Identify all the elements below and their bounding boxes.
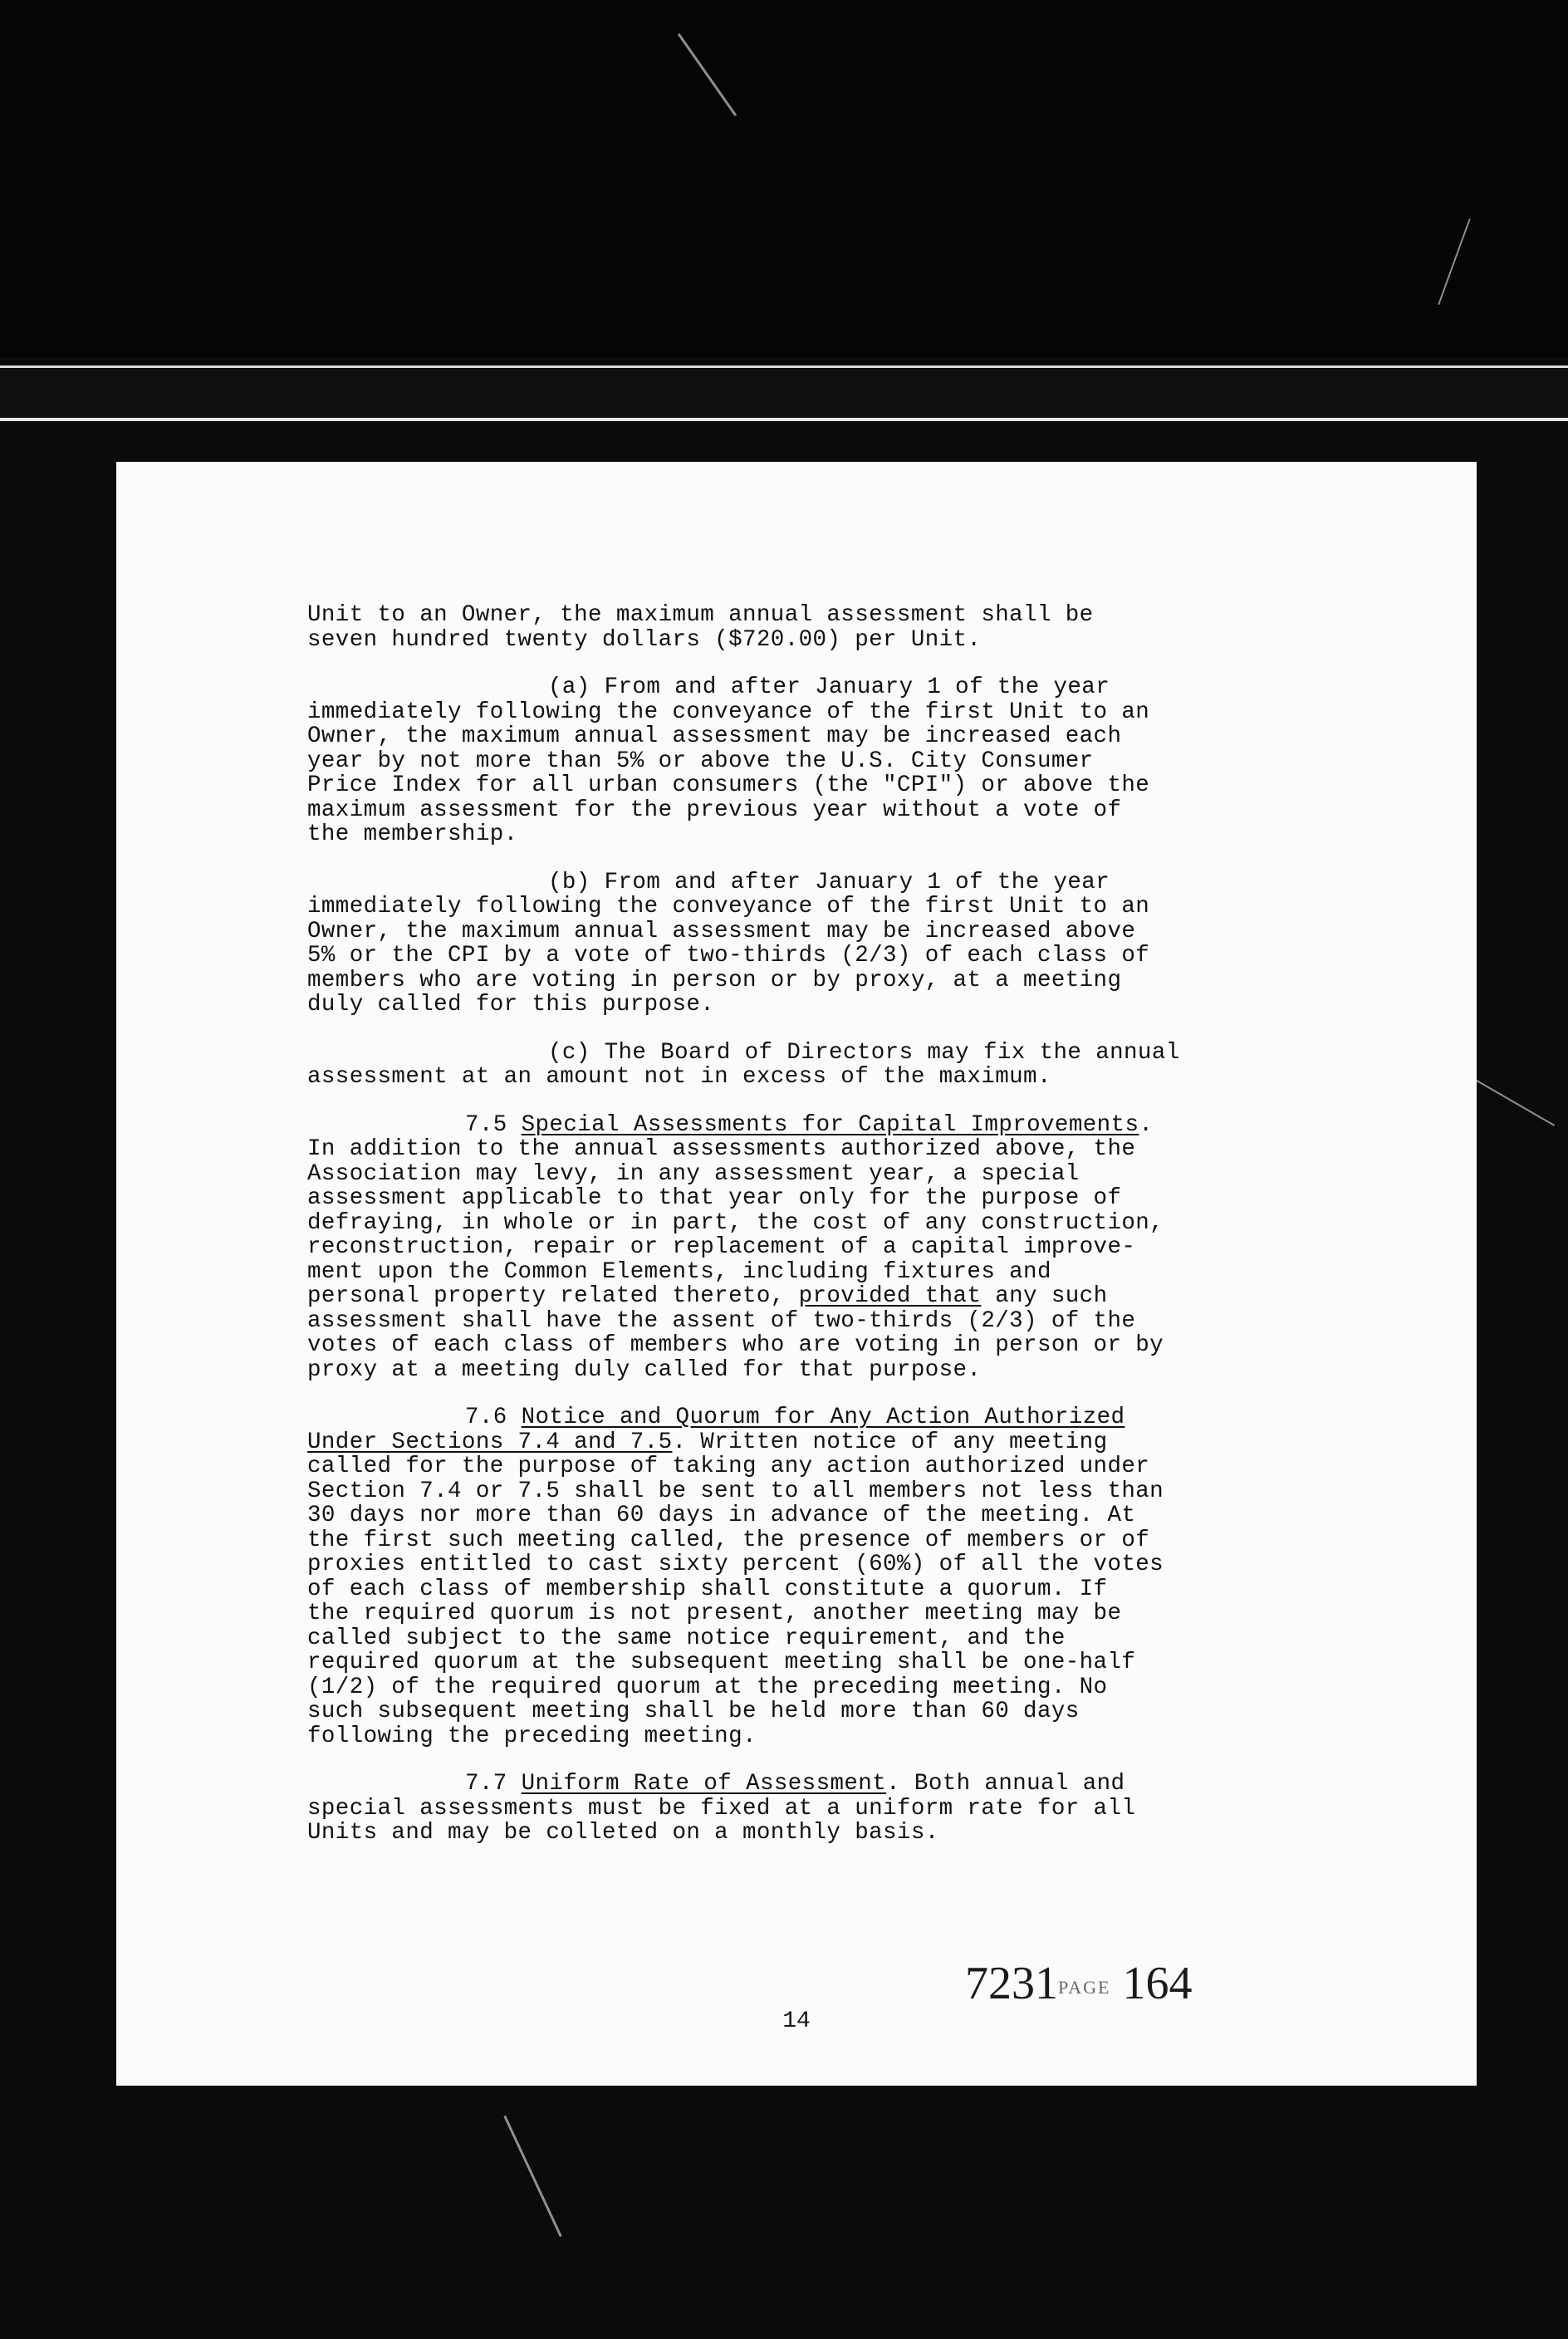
stamp-page: 164	[1122, 1958, 1193, 2009]
section-text: any such assessment shall have the assent of two-thirds (2/3) of the votes of each class of members who are voting in person or by proxy at a meeting duly called for that purpose.	[307, 1283, 1164, 1383]
section-title: Uniform Rate of Assessment	[521, 1771, 887, 1797]
section-7-6	[307, 1405, 1304, 1748]
scan-top-border	[0, 0, 1568, 357]
provided-that: provided that	[798, 1283, 982, 1309]
section-text: . In addition to the annual assessments authorized above, the Association may levy, in any assessment year, a special assessment applicable to that year only for the purpose of defraying, in whole or in part, the cost of any construction, reconstruction, repair or replacement of a capital improve- ment upon the Common Elements, including fixtures and personal property related thereto,	[307, 1111, 1164, 1309]
section-text: . Written notice of any meeting called for the purpose of taking any action authorized under Section 7.4 or 7.5 shall be sent to all members not less than 30 days nor more than 60 days in advance of the meeting. At the first such meeting called, the presence of members or of proxies entitled to cast sixty percent (60%) of all the votes of each class of membership shall constitute a quorum. If the required quorum is not present, another meeting may be called subject to the same notice requirement, and the required quorum at the subsequent meeting shall be one-half (1/2) of the required quorum at the preceding meeting. No such subsequent meeting shall be held more than 60 days following the preceding meeting.	[307, 1429, 1164, 1749]
section-number: 7.7	[465, 1771, 507, 1797]
paragraph-b: (b) From and after January 1 of the year immediately following the conveyance of the first Unit to an Owner, the maximum annual assessment may be increased above 5% or the CPI by a vote of two-thirds (2/3) of each class of members who are voting in person or by proxy, at a meeting duly called for this purpose.	[307, 869, 1150, 1017]
stamp-book: 7231	[965, 1958, 1058, 2009]
paragraph-c: (c) The Board of Directors may fix the annual assessment at an amount not in excess of the maximum.	[307, 1039, 1180, 1090]
section-number: 7.6	[465, 1405, 507, 1430]
section-7-5	[307, 1113, 1304, 1383]
section-title: Special Assessments for Capital Improvements	[521, 1111, 1139, 1138]
document-body	[307, 603, 1304, 1869]
paragraph-intro: Unit to an Owner, the maximum annual assessment shall be seven hundred twenty dollars ($720.00) per Unit.	[307, 602, 1094, 653]
recording-stamp	[965, 1957, 1192, 2010]
page-number: 14	[782, 2008, 811, 2034]
section-7-7	[307, 1772, 1304, 1846]
scan-scratch	[503, 2116, 561, 2237]
document-page	[116, 462, 1477, 2086]
section-number: 7.5	[465, 1111, 507, 1138]
section-title: Notice and Quorum for Any Action Authorized Under Sections 7.4 and 7.5	[307, 1405, 1125, 1455]
stamp-label: PAGE	[1058, 1977, 1111, 1998]
paragraph-a: (a) From and after January 1 of the year immediately following the conveyance of the first Unit to an Owner, the maximum annual assessment may be increased each year by not more than 5% or above the U.S. City Consumer Price Index for all urban consumers (the "CPI") or above the maximum assessment for the previous year without a vote of the membership.	[307, 674, 1150, 847]
scan-strip	[0, 365, 1568, 421]
section-text: . Both annual and special assessments must be fixed at a uniform rate for all Units and may be colleted on a monthly basis.	[307, 1771, 1136, 1846]
